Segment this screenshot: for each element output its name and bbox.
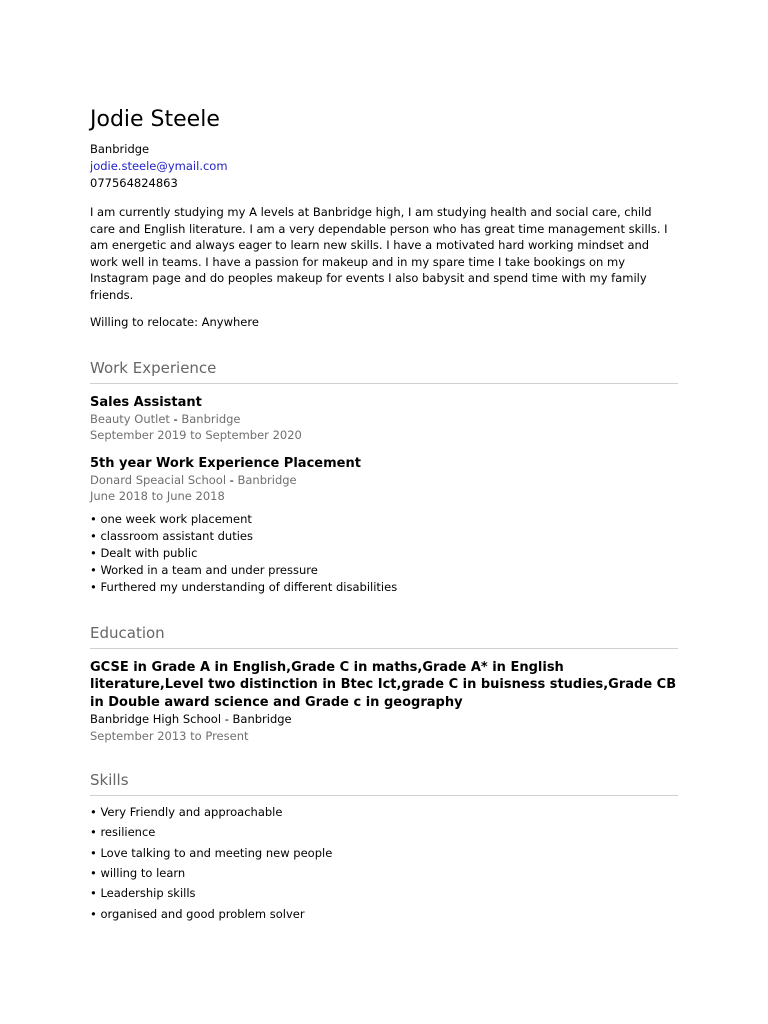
skills-section bbox=[90, 770, 678, 924]
list-item: • organised and good problem solver bbox=[90, 904, 678, 924]
candidate-phone: 077564824863 bbox=[90, 176, 178, 190]
candidate-email-link[interactable]: jodie.steele@ymail.com bbox=[90, 159, 228, 173]
relocation-preference: Willing to relocate: Anywhere bbox=[90, 314, 259, 329]
list-item: • resilience bbox=[90, 822, 678, 842]
education-section bbox=[90, 623, 678, 745]
job-company: Beauty Outlet bbox=[90, 411, 170, 426]
education-dates: September 2013 to Present bbox=[90, 728, 249, 743]
skills-list bbox=[90, 802, 678, 924]
job-location: Banbridge bbox=[181, 411, 241, 426]
degree-title: GCSE in Grade A in English,Grade C in maths,Grade A* in English literature,Level two distinction in Btec Ict,grade C in buisness studies,Grade CB in Double award science and Grade c in geography bbox=[90, 659, 677, 710]
resume-page bbox=[90, 104, 678, 924]
education-entry bbox=[90, 659, 678, 745]
company-separator: - bbox=[226, 472, 238, 487]
job-entry bbox=[90, 394, 678, 444]
education-heading: Education bbox=[90, 623, 678, 649]
list-item: • classroom assistant duties bbox=[90, 528, 678, 545]
list-item: • willing to learn bbox=[90, 863, 678, 883]
job-title: Sales Assistant bbox=[90, 394, 202, 410]
list-item: • Furthered my understanding of different disabilities bbox=[90, 579, 678, 596]
list-item: • Very Friendly and approachable bbox=[90, 802, 678, 822]
job-entry bbox=[90, 455, 678, 596]
job-title: 5th year Work Experience Placement bbox=[90, 455, 361, 471]
list-item: • Dealt with public bbox=[90, 545, 678, 562]
job-company: Donard Speacial School bbox=[90, 472, 227, 487]
list-item: • Leadership skills bbox=[90, 883, 678, 903]
list-item: • Love talking to and meeting new people bbox=[90, 843, 678, 863]
job-dates: September 2019 to September 2020 bbox=[90, 428, 302, 443]
job-dates: June 2018 to June 2018 bbox=[90, 489, 225, 504]
summary-paragraph: I am currently studying my A levels at Banbridge high, I am studying health and social care, child care and English literature. I am a very dependable person who has great time management skills. I am energetic and always eager to learn new skills. I have a motivated hard working mindset and work well in teams. I have a passion for makeup and in my spare time I take bookings on my Instagram page and do peoples makeup for events I also babysit and spend time with my family friends. bbox=[90, 205, 668, 302]
list-item: • Worked in a team and under pressure bbox=[90, 562, 678, 579]
job-duties-list bbox=[90, 511, 678, 596]
candidate-location: Banbridge bbox=[90, 142, 150, 156]
job-location: Banbridge bbox=[237, 472, 297, 487]
list-item: • one week work placement bbox=[90, 511, 678, 528]
job-company-line bbox=[90, 411, 678, 428]
work-experience-heading: Work Experience bbox=[90, 358, 678, 384]
company-separator: - bbox=[169, 411, 182, 426]
work-experience-section bbox=[90, 358, 678, 596]
skills-heading: Skills bbox=[90, 770, 678, 796]
candidate-name: Jodie Steele bbox=[90, 107, 220, 132]
school-name: Banbridge High School - Banbridge bbox=[90, 712, 292, 727]
job-company-line bbox=[90, 472, 678, 489]
